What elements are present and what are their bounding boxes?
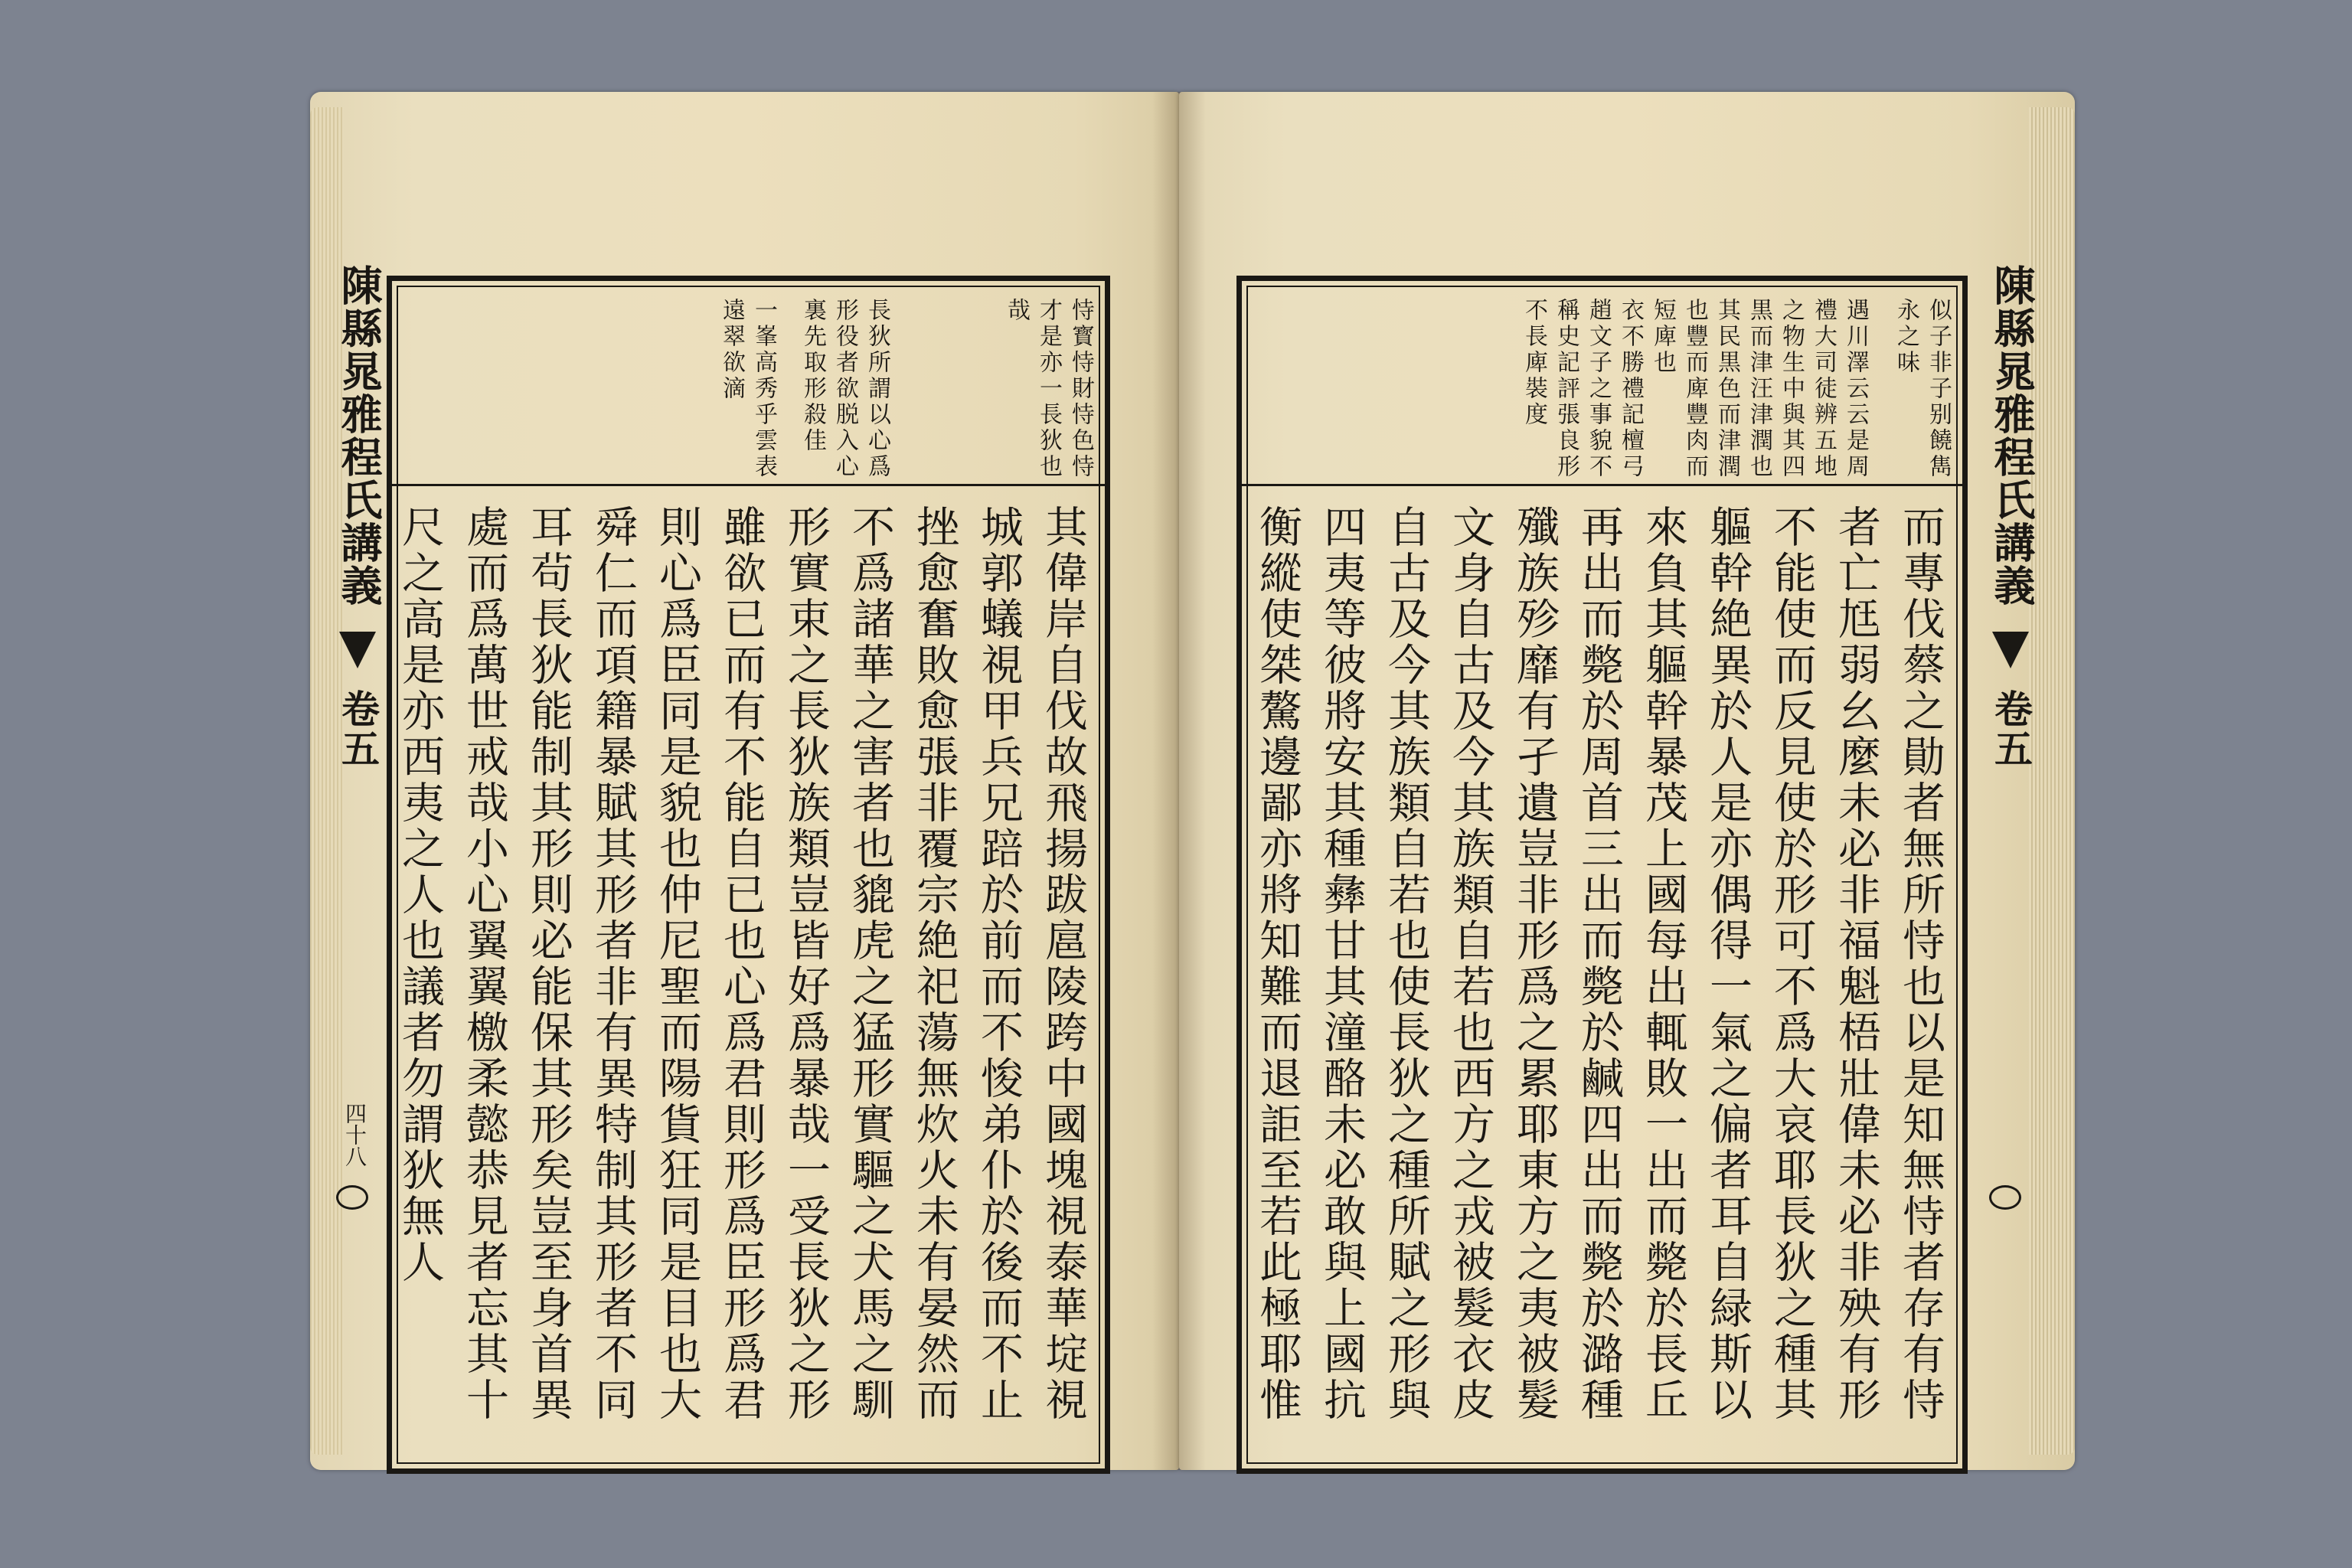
right-note-7: 其民黒色而津潤 (1713, 298, 1740, 480)
right-note-3: 遇川澤云云是周 (1842, 298, 1869, 480)
left-note-5: 形役者欲脱入心 (831, 298, 858, 480)
right-note-5: 之物生中與其四 (1778, 298, 1805, 480)
left-note-8: 遠翠欲滴 (718, 298, 745, 402)
right-note-2: 永之味 (1893, 298, 1919, 376)
right-main-col-11: 衡縱使桀驁邊鄙亦將知難而退詎至若此極耶惟 (1253, 505, 1302, 1423)
book-gutter (1152, 92, 1206, 1470)
left-note-1: 恃寳恃財恃色恃 (1067, 298, 1094, 480)
right-note-4: 禮大司徒辨五地 (1810, 298, 1837, 480)
left-lower-fishtail (336, 1185, 368, 1210)
left-main-col-8: 舜仁而項籍暴賦其形者非有異特制其形者不同 (588, 505, 638, 1423)
left-note-4: 長狄所謂以心爲 (864, 298, 890, 480)
right-main-col-9: 自古及今其族類自若也使長狄之種所賦之形與 (1381, 505, 1431, 1423)
left-main-col-2: 城郭蟻視甲兵兄踣於前而不悛弟仆於後而不止 (974, 505, 1024, 1423)
right-note-9: 短庳也 (1649, 298, 1676, 376)
left-main-col-7: 則心爲臣同是貌也仲尼聖而陽貨狂同是目也大 (652, 505, 702, 1423)
left-main-col-3: 挫愈奮敗愈張非覆宗絶祀蕩無炊火未有晏然而 (910, 505, 959, 1423)
right-main-col-3: 不能使而反見使於形可不爲大哀耶長狄之種其 (1767, 505, 1817, 1423)
right-main-col-2: 者亡尪弱幺麼未必非福魁梧壯偉未必非殃有形 (1831, 505, 1881, 1423)
left-main-col-9: 耳茍長狄能制其形則必能保其形矣豈至身首異 (524, 505, 573, 1423)
right-main-col-8: 文身自古及今其族類自若也西方之戎被髮衣皮 (1446, 505, 1495, 1423)
right-note-13: 不長庳裝度 (1521, 298, 1547, 428)
right-note-8: 也豐而庳豐肉而 (1681, 298, 1708, 480)
right-fishtail-mark (1992, 632, 2029, 668)
left-fishtail-mark (339, 632, 376, 668)
right-main-col-5: 來負其軀幹暴茂上國每出輒敗一出而斃於長丘 (1638, 505, 1688, 1423)
right-page-frame (1236, 276, 1968, 1474)
right-page (1179, 92, 2075, 1470)
left-page-frame (387, 276, 1110, 1474)
left-note-3: 哉 (1003, 298, 1030, 324)
right-note-12: 稱史記評張良形 (1553, 298, 1579, 480)
left-page-number: 四十八 (342, 1102, 368, 1167)
left-running-volume: 卷五 (335, 689, 381, 769)
left-main-col-1: 其偉岸自伐故飛揚跋扈陵跨中國塊視泰華埞視 (1038, 505, 1088, 1423)
right-main-col-7: 殲族殄靡有孑遺豈非形爲之累耶東方之夷被髮 (1510, 505, 1560, 1423)
left-main-col-6: 雖欲已而有不能自已也心爲君則形爲臣形爲君 (717, 505, 766, 1423)
left-main-col-10: 處而爲萬世戒哉小心翼翼檄柔懿恭見者忘其十 (459, 505, 509, 1423)
left-page (310, 92, 1179, 1470)
left-running-title: 陳縣晁雅程氏講義 (335, 264, 384, 607)
right-note-11: 趙文子之事貌不 (1585, 298, 1612, 480)
right-main-col-6: 再出而斃於周首三出而斃於鹹四出而斃於潞種 (1574, 505, 1624, 1423)
right-header-rule (1242, 484, 1962, 486)
right-lower-fishtail (1989, 1185, 2021, 1210)
right-main-col-1: 而專伐蔡之勛者無所恃也以是知無恃者存有恃 (1896, 505, 1945, 1423)
right-running-title: 陳縣晁雅程氏講義 (1988, 264, 2037, 607)
right-running-volume: 卷五 (1988, 689, 2034, 769)
left-main-col-11: 尺之高是亦西夷之人也議者勿謂狄無人 (395, 505, 445, 1285)
left-note-7: 一峯高秀乎雲表 (750, 298, 777, 480)
left-header-rule (392, 484, 1105, 486)
left-note-2: 才是亦一長狄也 (1035, 298, 1062, 480)
right-note-1: 似子非子别饒雋 (1925, 298, 1952, 480)
left-main-col-5: 形實束之長狄族類豈皆好爲暴哉一受長狄之形 (781, 505, 831, 1423)
right-note-6: 黒而津汪津潤也 (1746, 298, 1772, 480)
right-note-10: 衣不勝禮記檀弓 (1617, 298, 1644, 480)
left-main-col-4: 不爲諸華之害者也貔虎之猛形實驅之犬馬之馴 (845, 505, 895, 1423)
right-main-col-4: 軀幹絶異於人是亦偶得一氣之偏者耳自緑斯以 (1703, 505, 1753, 1423)
right-main-col-10: 四夷等彼將安其種彝甘其潼酪未必敢與上國抗 (1317, 505, 1367, 1423)
left-note-6: 裏先取形殺佳 (799, 298, 826, 454)
open-book (310, 92, 2075, 1470)
